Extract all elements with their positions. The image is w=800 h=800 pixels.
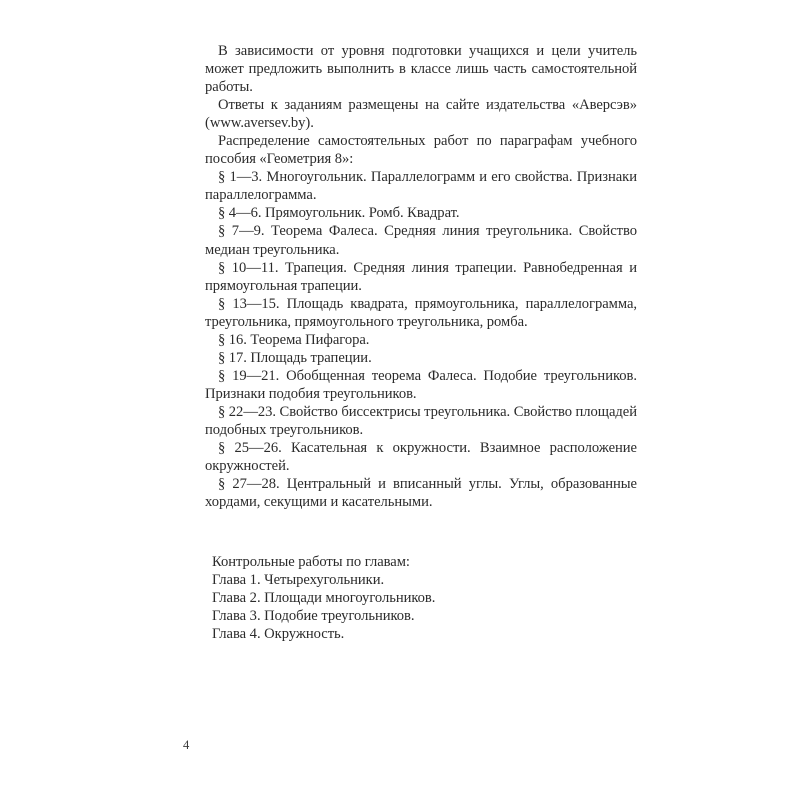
chapter-item-1: Глава 1. Четырехугольники. (212, 572, 385, 589)
chapter-item-3: Глава 3. Подобие треугольников. (212, 608, 415, 625)
paragraph-sections-27-28: § 27—28. Центральный и вписанный углы. Углы, образованные хордами, секущими и касательными. (205, 476, 637, 511)
paragraph-sections-1-3: § 1—3. Многоугольник. Параллелограмм и его свойства. Признаки параллелограмма. (205, 169, 637, 204)
chapter-item-2: Глава 2. Площади многоугольников. (212, 590, 436, 607)
paragraph-intro-preparation: В зависимости от уровня подготовки учащихся и цели учитель может предложить выполнить в классе лишь часть самостоятельной работы. (205, 43, 637, 96)
chapters-heading: Контрольные работы по главам: (212, 554, 410, 570)
paragraph-sections-19-21: § 19—21. Обобщенная теорема Фалеса. Подобие треугольников. Признаки подобия треугольников. (205, 367, 637, 402)
paragraph-sections-4-6: § 4—6. Прямоугольник. Ромб. Квадрат. (218, 205, 460, 222)
paragraph-sections-22-23: § 22—23. Свойство биссектрисы треугольника. Свойство площадей подобных треугольников. (205, 403, 637, 438)
chapters-section (212, 553, 642, 643)
paragraph-sections-25-26: § 25—26. Касательная к окружности. Взаимное расположение окружностей. (205, 440, 637, 475)
chapter-item-4: Глава 4. Окружность. (212, 626, 345, 643)
paragraph-answers-website: Ответы к заданиям размещены на сайте издательства «Аверсэв» (www.aversev.by). (205, 97, 637, 132)
page-number: 4 (183, 738, 190, 752)
paragraph-section-16: § 16. Теорема Пифагора. (218, 331, 370, 348)
paragraph-sections-13-15: § 13—15. Площадь квадрата, прямоугольника, параллелограмма, треугольника, прямоугольного треугольника, ромба. (205, 295, 637, 330)
paragraph-distribution-intro: Распределение самостоятельных работ по параграфам учебного пособия «Геометрия 8»: (205, 133, 637, 168)
paragraph-sections-7-9: § 7—9. Теорема Фалеса. Средняя линия треугольника. Свойство медиан треугольника. (205, 223, 637, 258)
paragraph-section-17: § 17. Площадь трапеции. (218, 349, 372, 366)
body-text-block (205, 42, 637, 511)
paragraph-sections-10-11: § 10—11. Трапеция. Средняя линия трапеции. Равнобедренная и прямоугольная трапеции. (205, 259, 637, 294)
